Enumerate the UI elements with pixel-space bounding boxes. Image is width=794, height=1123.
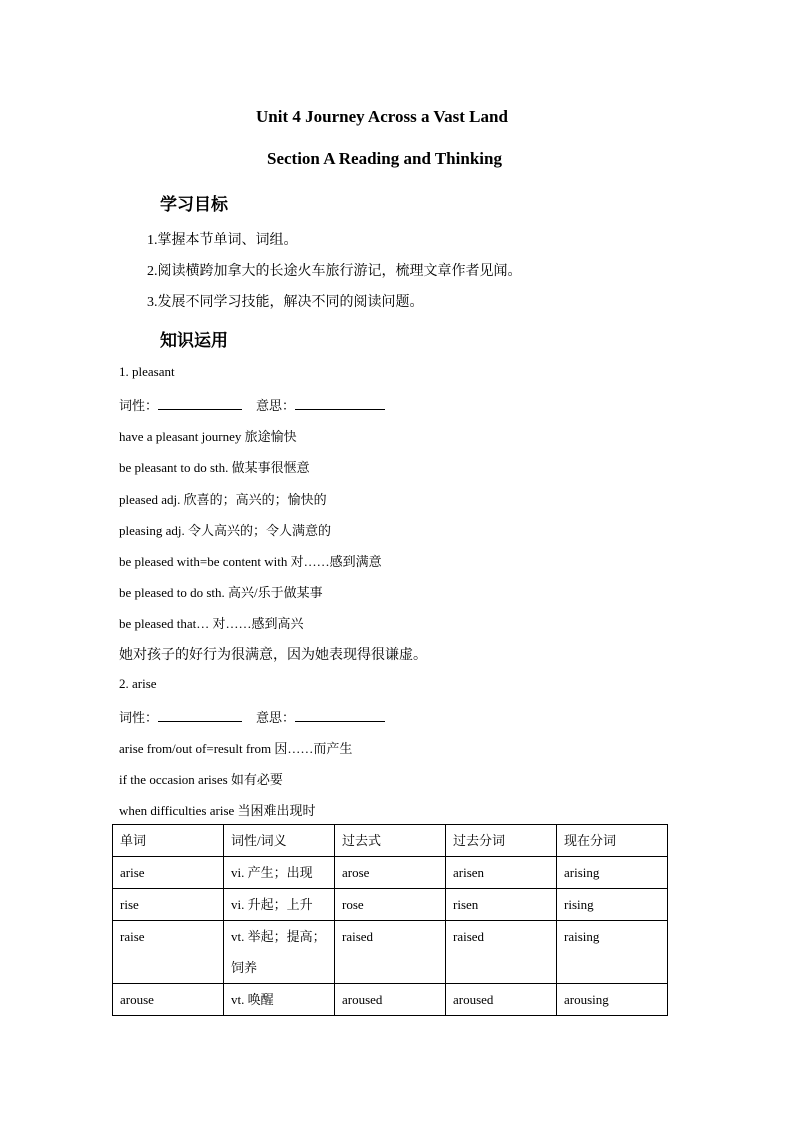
pos-blank[interactable]	[158, 707, 242, 722]
phrase-line: be pleasant to do sth. 做某事很惬意	[119, 460, 310, 475]
pleasant-fill-row	[119, 395, 385, 414]
table-header-cell: 过去分词	[446, 825, 557, 857]
phrase-line: when difficulties arise 当困难出现时	[119, 803, 316, 818]
table-cell: raising	[557, 921, 668, 984]
table-cell: raise	[113, 921, 224, 984]
table-cell: rising	[557, 889, 668, 921]
table-cell: rose	[335, 889, 446, 921]
knowledge-heading: 知识运用	[160, 331, 228, 350]
table-cell: arousing	[557, 984, 668, 1016]
table-cell: raised	[446, 921, 557, 984]
objective-item: 2.阅读横跨加拿大的长途火车旅行游记，梳理文章作者见闻。	[147, 264, 522, 279]
phrase-line: arise from/out of=result from 因……而产生	[119, 741, 353, 756]
table-cell: rise	[113, 889, 224, 921]
word-label-arise: 2. arise	[119, 676, 157, 691]
phrase-line: be pleased to do sth. 高兴/乐于做某事	[119, 585, 323, 600]
table-header-cell: 词性/词义	[224, 825, 335, 857]
word-forms-table	[112, 824, 668, 1016]
table-cell: vi. 产生；出现	[224, 857, 335, 889]
table-row	[113, 921, 668, 984]
table-cell: vt. 唤醒	[224, 984, 335, 1016]
phrase-line: have a pleasant journey 旅途愉快	[119, 429, 297, 444]
phrase-line: if the occasion arises 如有必要	[119, 772, 283, 787]
table-header-row	[113, 825, 668, 857]
pos-label: 词性：	[119, 398, 159, 413]
meaning-label: 意思：	[256, 398, 296, 413]
section-subtitle: Section A Reading and Thinking	[267, 149, 502, 168]
objective-item: 3.发展不同学习技能，解决不同的阅读问题。	[147, 295, 424, 310]
phrase-line: be pleased with=be content with 对……感到满意	[119, 554, 382, 569]
table-cell: raised	[335, 921, 446, 984]
table-cell: arisen	[446, 857, 557, 889]
table-cell: aroused	[446, 984, 557, 1016]
word-label-pleasant: 1. pleasant	[119, 364, 175, 379]
objective-item: 1.掌握本节单词、词组。	[147, 233, 298, 248]
arise-fill-row	[119, 707, 385, 726]
meaning-label: 意思：	[256, 710, 296, 725]
table-cell: arose	[335, 857, 446, 889]
pos-blank[interactable]	[158, 395, 242, 410]
table-cell: arising	[557, 857, 668, 889]
table-header-cell: 过去式	[335, 825, 446, 857]
table-cell: arouse	[113, 984, 224, 1016]
translation-exercise: 她对孩子的好行为很满意，因为她表现得很谦虚。	[119, 648, 427, 663]
phrase-line: be pleased that… 对……感到高兴	[119, 616, 304, 631]
meaning-blank[interactable]	[295, 395, 385, 410]
table-row	[113, 889, 668, 921]
document-title: Unit 4 Journey Across a Vast Land	[256, 107, 508, 126]
table-row	[113, 857, 668, 889]
table-cell: aroused	[335, 984, 446, 1016]
phrase-line: pleasing adj. 令人高兴的；令人满意的	[119, 523, 331, 538]
objectives-heading: 学习目标	[160, 195, 228, 214]
meaning-blank[interactable]	[295, 707, 385, 722]
table-row	[113, 984, 668, 1016]
table-cell: vi. 升起；上升	[224, 889, 335, 921]
phrase-line: pleased adj. 欣喜的；高兴的；愉快的	[119, 492, 327, 507]
table-header-cell: 单词	[113, 825, 224, 857]
table-header-cell: 现在分词	[557, 825, 668, 857]
table-cell: risen	[446, 889, 557, 921]
pos-label: 词性：	[119, 710, 159, 725]
table-cell: vt. 举起；提高；饲养	[224, 921, 335, 984]
table-cell: arise	[113, 857, 224, 889]
